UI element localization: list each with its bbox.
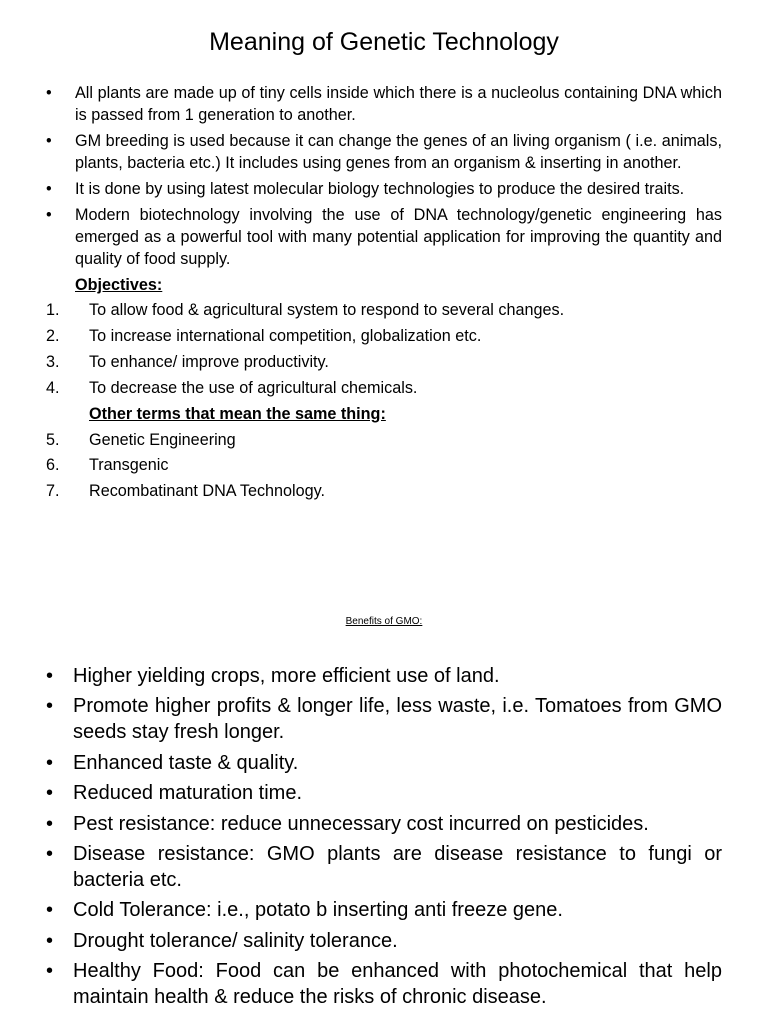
item-text: Genetic Engineering	[89, 430, 236, 449]
bullet-text: Drought tolerance/ salinity tolerance.	[73, 929, 398, 952]
item-text: To increase international competition, globalization etc.	[89, 326, 482, 345]
bullet: •	[46, 960, 54, 983]
list-item	[46, 663, 722, 689]
numbered-item	[46, 429, 722, 451]
numbered-item	[46, 299, 722, 321]
numbered-item	[46, 454, 722, 476]
bullet: •	[46, 751, 54, 774]
item-text: To enhance/ improve productivity.	[89, 352, 329, 371]
benefits-section	[46, 663, 722, 1015]
benefits-heading: Benefits of GMO:	[345, 616, 423, 627]
list-item	[46, 82, 722, 126]
meaning-section	[46, 82, 722, 506]
bullet: •	[46, 782, 54, 805]
item-number: 6.	[46, 456, 60, 475]
other-terms-heading: Other terms that mean the same thing:	[89, 404, 386, 423]
bullet: •	[46, 84, 52, 102]
bullet: •	[46, 929, 54, 952]
list-item	[46, 750, 722, 776]
list-item	[46, 178, 722, 200]
item-number: 5.	[46, 430, 60, 449]
bullet: •	[46, 132, 52, 150]
item-number: 7.	[46, 482, 60, 501]
bullet-text: Disease resistance: GMO plants are disease resistance to fungi or bacteria etc.	[73, 842, 722, 891]
bullet: •	[46, 812, 54, 835]
item-number: 3.	[46, 352, 60, 371]
bullet-text: Reduced maturation time.	[73, 782, 303, 805]
item-number: 4.	[46, 378, 60, 397]
list-item	[46, 693, 722, 745]
item-number: 1.	[46, 301, 60, 319]
bullet-text: All plants are made up of tiny cells inside which there is a nucleolus containing DNA which is passed from 1 generation to another.	[75, 84, 722, 124]
bullet: •	[46, 695, 54, 718]
item-number: 2.	[46, 326, 60, 345]
numbered-item	[46, 377, 722, 399]
bullet: •	[46, 842, 54, 865]
bullet-text: Pest resistance: reduce unnecessary cost incurred on pesticides.	[73, 812, 649, 835]
list-item	[46, 811, 722, 837]
bullet-text: It is done by using latest molecular biology technologies to produce the desired traits.	[75, 180, 685, 198]
bullet-text: Modern biotechnology involving the use of DNA technology/genetic engineering has emerged as a powerful tool with many potential application for improving the quantity and quality of food supply.	[75, 206, 722, 268]
bullet-text: Cold Tolerance: i.e., potato b inserting anti freeze gene.	[73, 899, 563, 922]
item-text: To allow food & agricultural system to respond to several changes.	[89, 301, 565, 319]
numbered-item	[46, 325, 722, 347]
list-item	[46, 204, 722, 270]
bullet: •	[46, 899, 54, 922]
numbered-item	[46, 351, 722, 373]
page-title: Meaning of Genetic Technology	[209, 28, 559, 56]
item-text: Recombatinant DNA Technology.	[89, 482, 326, 501]
bullet-text: GM breeding is used because it can change the genes of an living organism ( i.e. animals, plants, bacteria etc.) It includes using genes from an organism & inserting in another.	[75, 132, 722, 172]
list-item	[46, 780, 722, 806]
bullet-text: Higher yielding crops, more efficient use of land.	[73, 665, 500, 687]
bullet: •	[46, 665, 54, 687]
item-text: Transgenic	[89, 456, 169, 475]
bullet-text: Healthy Food: Food can be enhanced with photochemical that help maintain health & reduce the risks of chronic disease.	[73, 960, 722, 1009]
list-item	[46, 841, 722, 893]
bullet: •	[46, 206, 52, 224]
bullet-text: Promote higher profits & longer life, less waste, i.e. Tomatoes from GMO seeds stay fresh longer.	[73, 695, 722, 744]
item-text: To decrease the use of agricultural chemicals.	[89, 378, 418, 397]
list-item	[46, 958, 722, 1010]
bullet: •	[46, 180, 52, 198]
bullet-text: Enhanced taste & quality.	[73, 751, 299, 774]
numbered-item	[46, 480, 722, 502]
list-item	[46, 897, 722, 923]
list-item	[46, 130, 722, 174]
list-item	[46, 928, 722, 954]
objectives-heading: Objectives:	[75, 276, 163, 294]
